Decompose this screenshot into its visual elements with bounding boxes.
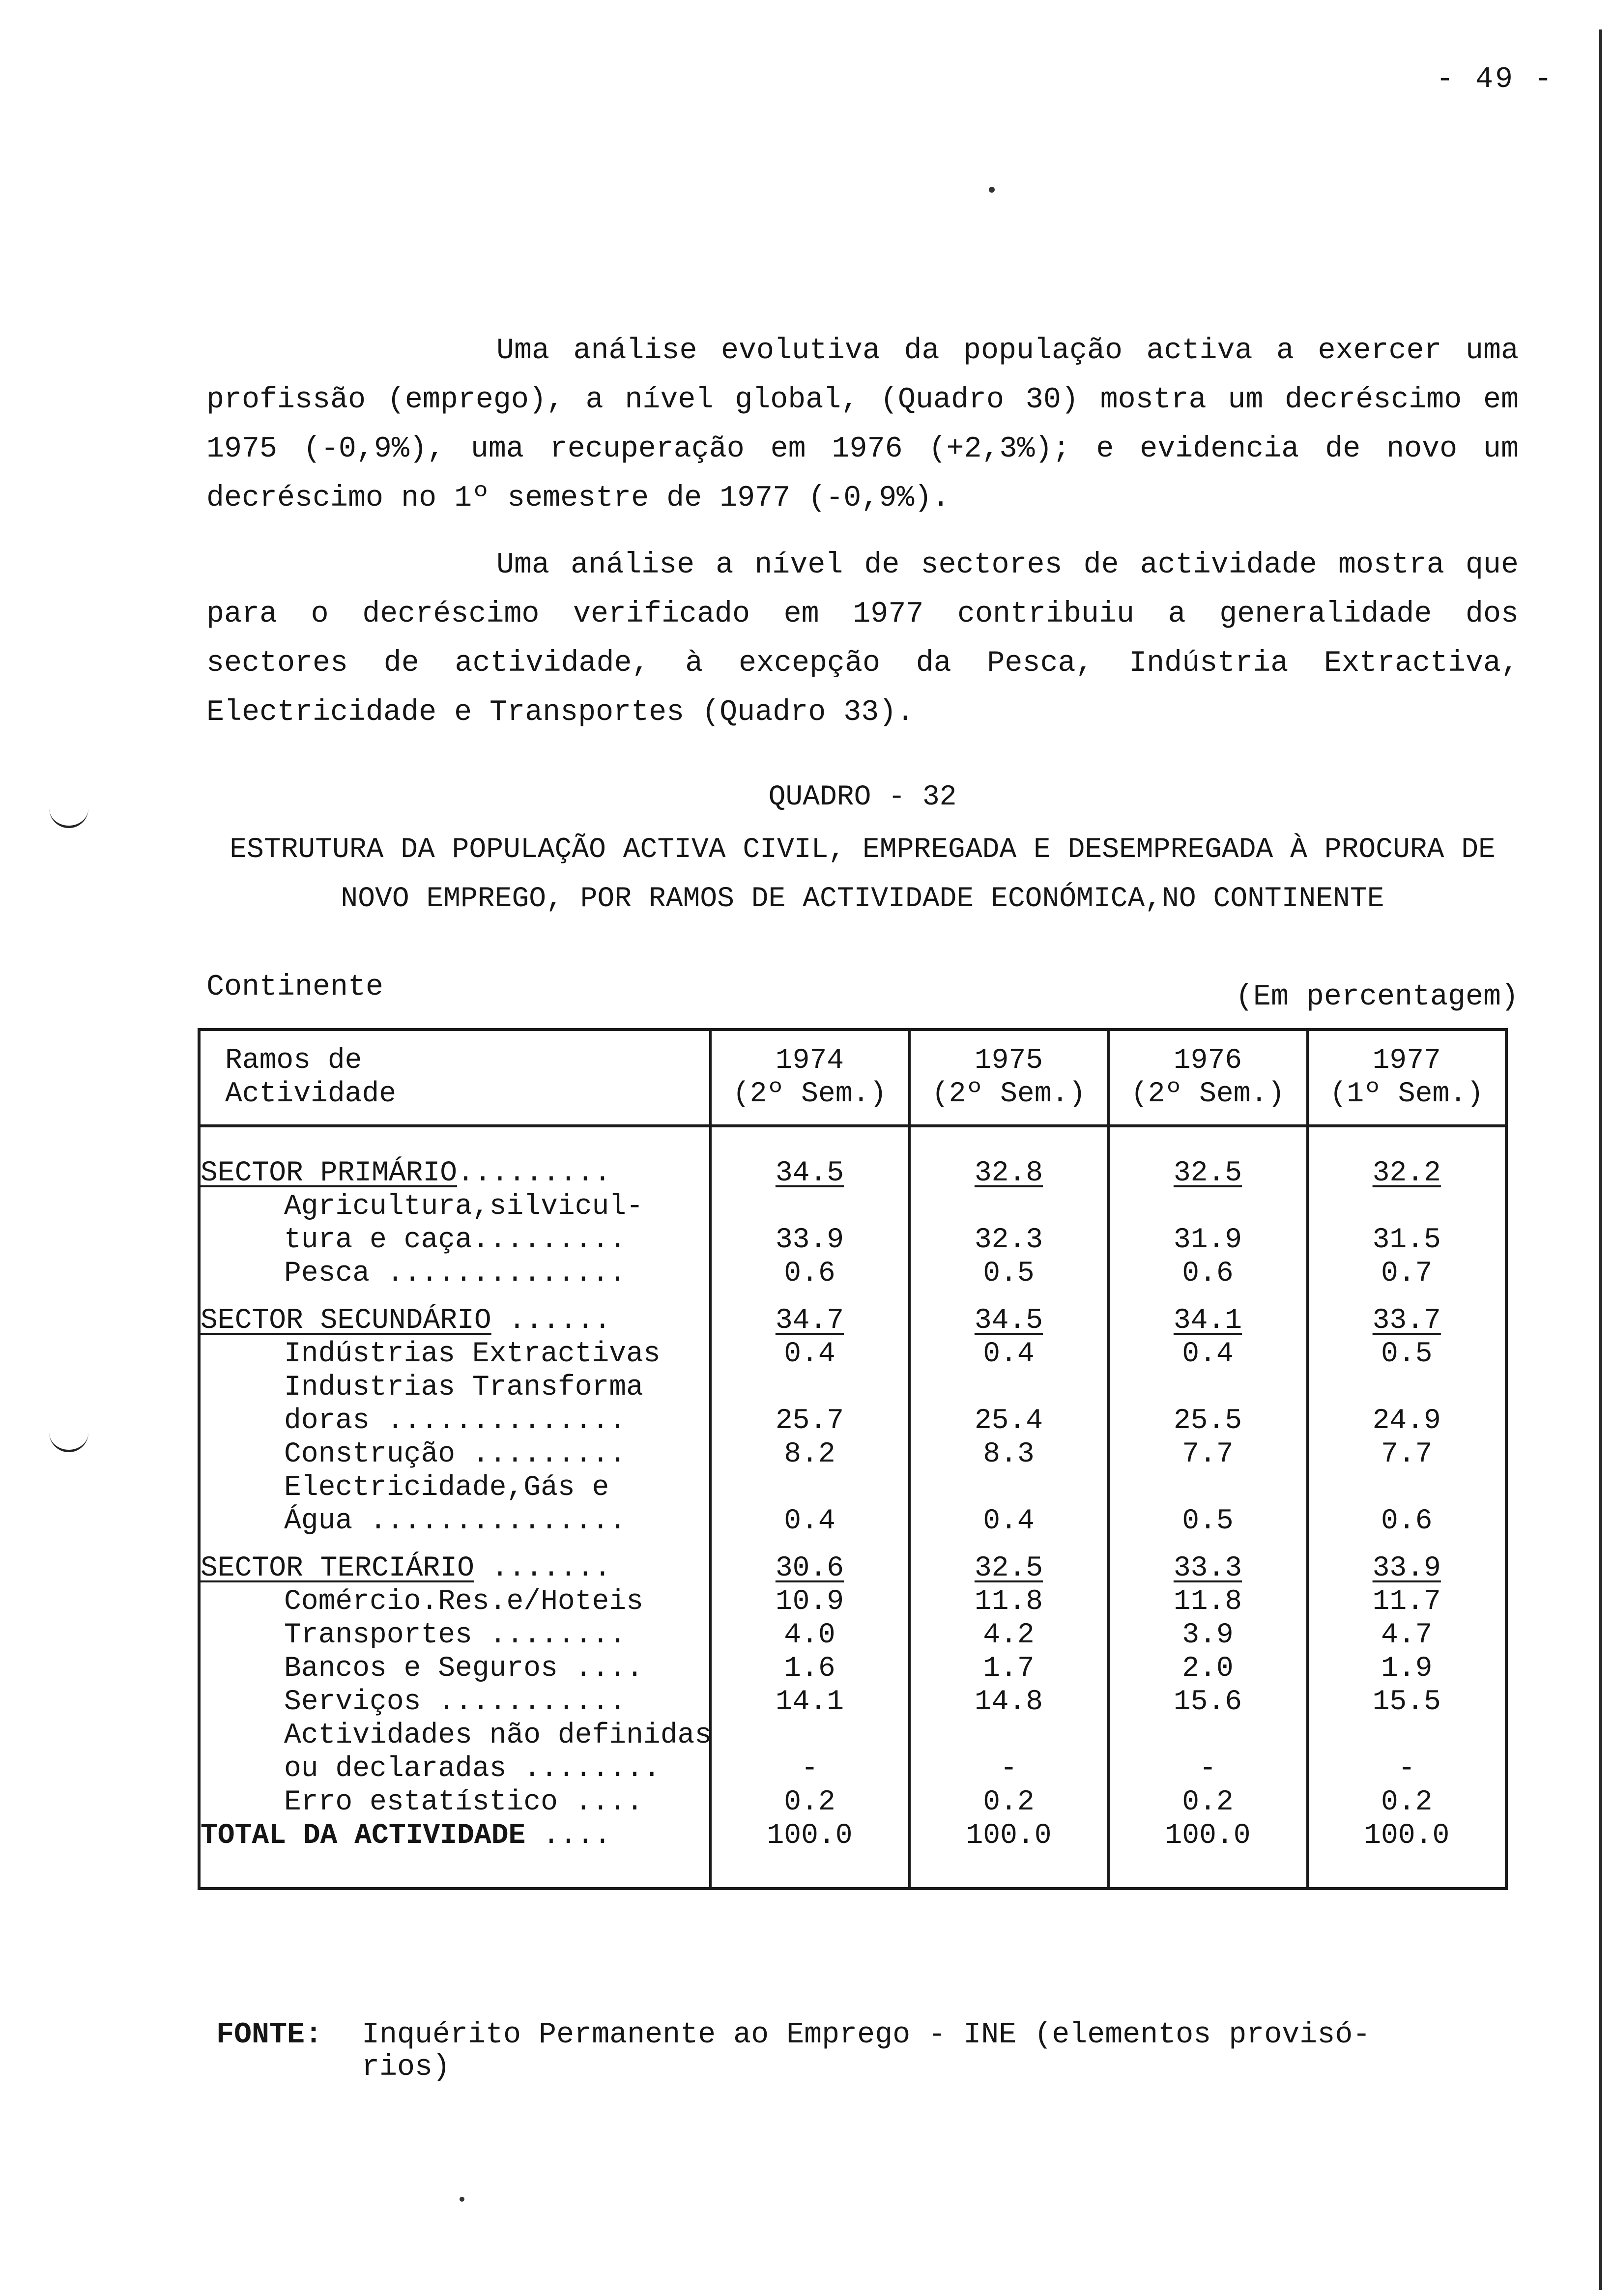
value-cell	[1307, 1585, 1506, 1619]
table-row	[199, 1505, 1506, 1538]
value-cell	[710, 1371, 909, 1405]
value-cell	[710, 1438, 909, 1471]
value-cell	[909, 1538, 1108, 1585]
leader-dots: .........	[455, 1438, 627, 1470]
cell-value: 0.6	[1182, 1258, 1234, 1290]
cell-value: 0.4	[784, 1338, 835, 1370]
cell-value: 31.9	[1173, 1224, 1242, 1256]
row-header-cell	[199, 1030, 710, 1126]
cell-value: 7.7	[1182, 1438, 1234, 1470]
cell-value: 0.2	[1182, 1786, 1234, 1818]
value-cell	[909, 1819, 1108, 1889]
cell-value: 31.5	[1372, 1224, 1441, 1256]
cell-value: -	[1398, 1753, 1415, 1785]
row-label-text: tura e caça	[284, 1224, 472, 1256]
row-label	[199, 1371, 710, 1405]
value-cell	[1108, 1505, 1307, 1538]
region-label: Continente	[206, 971, 384, 1004]
cell-value: 0.2	[983, 1786, 1035, 1818]
cell-value: 0.5	[1381, 1338, 1433, 1370]
table-row	[199, 1438, 1506, 1471]
value-cell	[1108, 1652, 1307, 1686]
cell-value: -	[801, 1753, 818, 1785]
leader-dots: ....	[557, 1786, 643, 1818]
table-row	[199, 1291, 1506, 1338]
cell-value: 11.8	[1173, 1586, 1242, 1618]
value-cell	[909, 1786, 1108, 1819]
row-label-text: ou declaradas	[284, 1753, 507, 1785]
value-cell	[1108, 1338, 1307, 1371]
value-cell	[1307, 1538, 1506, 1585]
row-label-text: Água	[284, 1505, 353, 1537]
cell-value: 0.4	[983, 1505, 1035, 1537]
value-cell	[1307, 1190, 1506, 1224]
cell-value: 8.2	[784, 1438, 835, 1470]
row-label	[199, 1719, 710, 1752]
row-label-text: Comércio.Res.e/Hoteis	[284, 1586, 643, 1618]
speck	[460, 2197, 464, 2202]
leader-dots: ..............	[370, 1258, 627, 1290]
cell-value: 32.5	[1173, 1157, 1242, 1189]
table-row	[199, 1224, 1506, 1257]
value-cell	[1307, 1438, 1506, 1471]
cell-value: 10.9	[775, 1586, 844, 1618]
value-cell	[710, 1291, 909, 1338]
value-cell	[710, 1652, 909, 1686]
value-cell	[1307, 1371, 1506, 1405]
table-row	[199, 1538, 1506, 1585]
value-cell	[1108, 1257, 1307, 1291]
value-cell	[1307, 1126, 1506, 1190]
row-label	[199, 1585, 710, 1619]
table-row	[199, 1126, 1506, 1190]
cell-value: 0.6	[1381, 1505, 1433, 1537]
table-title: QUADRO - 32	[768, 781, 957, 813]
column-header-1975	[909, 1030, 1108, 1126]
row-label-text: Erro estatístico	[284, 1786, 558, 1818]
cell-value: 0.5	[1182, 1505, 1234, 1537]
value-cell	[1307, 1338, 1506, 1371]
row-label-text: Construção	[284, 1438, 456, 1470]
value-cell	[909, 1471, 1108, 1505]
value-cell	[1108, 1371, 1307, 1405]
value-cell	[909, 1686, 1108, 1719]
value-cell	[1307, 1786, 1506, 1819]
table-row	[199, 1819, 1506, 1889]
cell-value: 100.0	[767, 1820, 853, 1852]
value-cell	[1108, 1405, 1307, 1438]
cell-value: 0.2	[784, 1786, 835, 1818]
cell-value: 0.4	[1182, 1338, 1234, 1370]
leader-dots: ........	[506, 1753, 661, 1785]
value-cell	[909, 1619, 1108, 1652]
cell-value: 1.6	[784, 1653, 835, 1685]
row-label-text: SECTOR PRIMÁRIO	[201, 1157, 458, 1189]
row-label-text: doras	[284, 1405, 370, 1437]
leader-dots: ....	[557, 1653, 643, 1685]
row-label	[199, 1190, 710, 1224]
row-label-text: Serviços	[284, 1686, 421, 1718]
cell-value: 3.9	[1182, 1619, 1234, 1651]
row-label-text: TOTAL DA ACTIVIDADE	[201, 1820, 526, 1852]
column-header-1977	[1307, 1030, 1506, 1126]
cell-value: 14.8	[974, 1686, 1043, 1718]
value-cell	[1307, 1619, 1506, 1652]
paragraph-evolution: Uma análise evolutiva da população activa a exercer uma profissão (emprego), a nível global, (Quadro 30) mostra um decréscimo em 1975 (-0,9%), uma recuperação em 1976 (+2,3%); e evidencia de novo um decréscimo no 1º semestre de 1977 (-0,9%).	[206, 334, 1519, 515]
value-cell	[909, 1126, 1108, 1190]
row-label	[199, 1619, 710, 1652]
cell-value: 0.2	[1381, 1786, 1433, 1818]
cell-value: 15.5	[1372, 1686, 1441, 1718]
value-cell	[1307, 1471, 1506, 1505]
table-body	[199, 1126, 1506, 1889]
value-cell	[710, 1786, 909, 1819]
cell-value: 33.7	[1372, 1305, 1441, 1337]
value-cell	[909, 1338, 1108, 1371]
value-cell	[710, 1126, 909, 1190]
value-cell	[1108, 1438, 1307, 1471]
value-cell	[710, 1471, 909, 1505]
value-cell	[909, 1257, 1108, 1291]
employment-structure-table	[198, 1028, 1508, 1890]
value-cell	[1108, 1819, 1307, 1889]
cell-value: 15.6	[1173, 1686, 1242, 1718]
cell-value: 7.7	[1381, 1438, 1433, 1470]
table-row	[199, 1585, 1506, 1619]
table-row	[199, 1686, 1506, 1719]
column-period: (2º Sem.)	[732, 1078, 887, 1110]
table-caption: ESTRUTURA DA POPULAÇÃO ACTIVA CIVIL, EMPREGADA E DESEMPREGADA À PROCURA DE NOVO EMPREGO, POR RAMOS DE ACTIVIDADE ECONÓMICA,NO CONTINENTE	[230, 834, 1496, 915]
value-cell	[1108, 1291, 1307, 1338]
column-year: 1976	[1173, 1045, 1242, 1077]
row-label	[199, 1652, 710, 1686]
value-cell	[1108, 1619, 1307, 1652]
row-label-text: Bancos e Seguros	[284, 1653, 558, 1685]
table-row	[199, 1405, 1506, 1438]
cell-value: 1.7	[983, 1653, 1035, 1685]
column-header-1976	[1108, 1030, 1307, 1126]
table-row	[199, 1752, 1506, 1786]
value-cell	[909, 1291, 1108, 1338]
row-label-text: Indústrias Extractivas	[284, 1338, 661, 1370]
cell-value: 100.0	[1364, 1820, 1450, 1852]
row-label-text: SECTOR SECUNDÁRIO	[201, 1305, 491, 1337]
leader-dots: .........	[457, 1157, 611, 1189]
row-label-text: Transportes	[284, 1619, 472, 1651]
cell-value: 32.2	[1372, 1157, 1441, 1189]
table-row	[199, 1619, 1506, 1652]
page-edge-line	[1599, 29, 1602, 2290]
value-cell	[1307, 1257, 1506, 1291]
value-cell	[909, 1505, 1108, 1538]
leader-dots: .........	[472, 1224, 627, 1256]
value-cell	[909, 1224, 1108, 1257]
value-cell	[710, 1224, 909, 1257]
cell-value: -	[1000, 1753, 1017, 1785]
row-label-text: Electricidade,Gás e	[284, 1472, 609, 1504]
punch-mark	[49, 1430, 88, 1452]
value-cell	[909, 1585, 1108, 1619]
cell-value: 33.9	[1372, 1552, 1441, 1584]
table-row	[199, 1719, 1506, 1752]
row-label	[199, 1686, 710, 1719]
leader-dots: ......	[491, 1305, 611, 1337]
row-label-text: Actividades não definidas	[284, 1720, 712, 1751]
table-row	[199, 1190, 1506, 1224]
cell-value: 14.1	[775, 1686, 844, 1718]
cell-value: 1.9	[1381, 1653, 1433, 1685]
source-label: FONTE:	[216, 2018, 323, 2052]
column-year: 1974	[775, 1045, 844, 1077]
cell-value: 0.4	[983, 1338, 1035, 1370]
value-cell	[1307, 1652, 1506, 1686]
table-header-row	[199, 1030, 1506, 1126]
row-label	[199, 1538, 710, 1585]
cell-value: 34.7	[775, 1305, 844, 1337]
value-cell	[1307, 1224, 1506, 1257]
value-cell	[1307, 1752, 1506, 1786]
value-cell	[710, 1686, 909, 1719]
value-cell	[1307, 1291, 1506, 1338]
cell-value: 4.7	[1381, 1619, 1433, 1651]
cell-value: 8.3	[983, 1438, 1035, 1470]
value-cell	[710, 1585, 909, 1619]
value-cell	[1108, 1719, 1307, 1752]
row-label	[199, 1471, 710, 1505]
value-cell	[710, 1819, 909, 1889]
cell-value: 25.7	[775, 1405, 844, 1437]
source-text: Inquérito Permanente ao Emprego - INE (elementos provisó-	[362, 2018, 1371, 2052]
column-period: (1º Sem.)	[1329, 1078, 1484, 1110]
value-cell	[710, 1752, 909, 1786]
value-cell	[1307, 1405, 1506, 1438]
value-cell	[1307, 1505, 1506, 1538]
cell-value: 11.7	[1372, 1586, 1441, 1618]
value-cell	[909, 1652, 1108, 1686]
row-label	[199, 1438, 710, 1471]
row-label-text: Pesca	[284, 1258, 370, 1290]
column-year: 1975	[974, 1045, 1043, 1077]
cell-value: 34.5	[775, 1157, 844, 1189]
value-cell	[710, 1338, 909, 1371]
value-cell	[710, 1405, 909, 1438]
column-period: (2º Sem.)	[1130, 1078, 1285, 1110]
cell-value: 0.6	[784, 1258, 835, 1290]
cell-value: 2.0	[1182, 1653, 1234, 1685]
column-period: (2º Sem.)	[931, 1078, 1086, 1110]
row-header-line1: Ramos de	[225, 1045, 362, 1077]
table-row	[199, 1371, 1506, 1405]
row-label	[199, 1505, 710, 1538]
value-cell	[1307, 1719, 1506, 1752]
leader-dots: .......	[474, 1552, 611, 1584]
leader-dots: ........	[472, 1619, 627, 1651]
cell-value: 0.4	[784, 1505, 835, 1537]
cell-value: 34.1	[1173, 1305, 1242, 1337]
value-cell	[1108, 1752, 1307, 1786]
value-cell	[710, 1719, 909, 1752]
row-label	[199, 1338, 710, 1371]
cell-value: 25.4	[974, 1405, 1043, 1437]
row-label	[199, 1819, 710, 1889]
cell-value: 33.3	[1173, 1552, 1242, 1584]
cell-value: -	[1199, 1753, 1216, 1785]
value-cell	[1108, 1686, 1307, 1719]
paragraph-sectors: Uma análise a nível de sectores de actividade mostra que para o decréscimo verificado em 1977 contribuiu a generalidade dos sectores de actividade, à excepção da Pesca, Indústria Extractiva, Electricidade e Transportes (Quadro 33).	[206, 548, 1519, 729]
value-cell	[909, 1719, 1108, 1752]
value-cell	[1108, 1585, 1307, 1619]
value-cell	[909, 1371, 1108, 1405]
column-header-1974	[710, 1030, 909, 1126]
value-cell	[710, 1257, 909, 1291]
column-year: 1977	[1372, 1045, 1441, 1077]
cell-value: 33.9	[775, 1224, 844, 1256]
value-cell	[1307, 1686, 1506, 1719]
value-cell	[1108, 1471, 1307, 1505]
leader-dots: ....	[525, 1820, 611, 1852]
value-cell	[1108, 1538, 1307, 1585]
cell-value: 32.5	[974, 1552, 1043, 1584]
row-label	[199, 1224, 710, 1257]
cell-value: 34.5	[974, 1305, 1043, 1337]
speck	[989, 187, 995, 193]
value-cell	[710, 1619, 909, 1652]
value-cell	[1108, 1786, 1307, 1819]
value-cell	[1108, 1224, 1307, 1257]
row-label	[199, 1257, 710, 1291]
cell-value: 24.9	[1372, 1405, 1441, 1437]
page-number: - 49 -	[1436, 63, 1554, 96]
row-label-text: SECTOR TERCIÁRIO	[201, 1552, 474, 1584]
value-cell	[710, 1538, 909, 1585]
table-row	[199, 1338, 1506, 1371]
value-cell	[1108, 1126, 1307, 1190]
value-cell	[1307, 1819, 1506, 1889]
cell-value: 11.8	[974, 1586, 1043, 1618]
row-label	[199, 1786, 710, 1819]
cell-value: 30.6	[775, 1552, 844, 1584]
leader-dots: ...............	[352, 1505, 627, 1537]
value-cell	[909, 1438, 1108, 1471]
cell-value: 4.0	[784, 1619, 835, 1651]
cell-value: 100.0	[1165, 1820, 1251, 1852]
row-label-text: Industrias Transforma	[284, 1372, 643, 1404]
row-label-text: Agricultura,silvicul-	[284, 1191, 643, 1223]
punch-mark	[49, 806, 88, 828]
cell-value: 0.5	[983, 1258, 1035, 1290]
leader-dots: ..............	[370, 1405, 627, 1437]
cell-value: 32.8	[974, 1157, 1043, 1189]
row-label	[199, 1291, 710, 1338]
table-row	[199, 1471, 1506, 1505]
value-cell	[710, 1505, 909, 1538]
unit-note: (Em percentagem)	[1235, 980, 1519, 1014]
row-label	[199, 1126, 710, 1190]
row-label	[199, 1405, 710, 1438]
source-text-cont: rios)	[362, 2051, 451, 2084]
value-cell	[909, 1190, 1108, 1224]
cell-value: 4.2	[983, 1619, 1035, 1651]
cell-value: 100.0	[966, 1820, 1052, 1852]
table-row	[199, 1786, 1506, 1819]
table-row	[199, 1257, 1506, 1291]
value-cell	[909, 1405, 1108, 1438]
leader-dots: ...........	[421, 1686, 627, 1718]
row-header-line2: Actividade	[225, 1078, 397, 1110]
cell-value: 0.7	[1381, 1258, 1433, 1290]
row-label	[199, 1752, 710, 1786]
cell-value: 25.5	[1173, 1405, 1242, 1437]
value-cell	[1108, 1190, 1307, 1224]
source-note	[216, 2019, 1370, 2084]
value-cell	[710, 1190, 909, 1224]
table-row	[199, 1652, 1506, 1686]
cell-value: 32.3	[974, 1224, 1043, 1256]
value-cell	[909, 1752, 1108, 1786]
